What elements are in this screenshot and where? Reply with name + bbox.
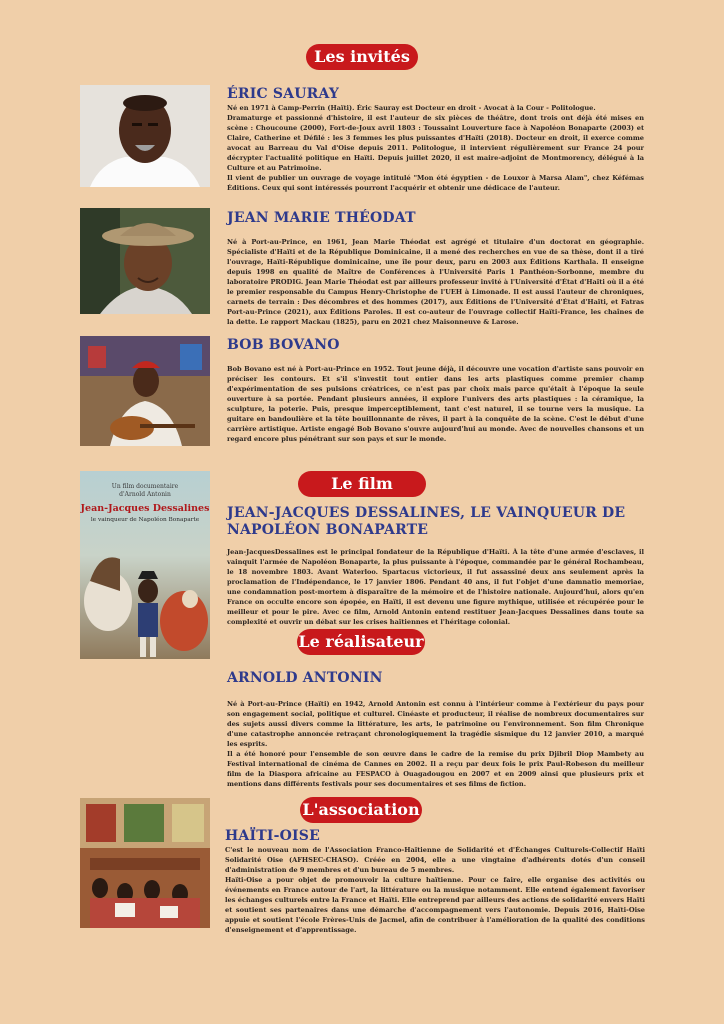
film-synopsis-text: Jean-JacquesDessalines est le principal fondateur de la République d'Haïti. À la tête d'une armée d'esclaves, il vainquit l'armée de Napoléon Bonaparte, la plus puissante à l'époque, commandée par le général Rochambeau, le 18 novembre 1803. Avant Waterloo. Spartacus victorieux, il fut assassiné deux ans seulement après la proclamation de l'Indépendance, le 17 janvier 1806. Pendant 40 ans, il fut l'objet d'une damnatio memoriae, une condamnation post-mortem à disparaître de la mémoire et de l'histoire nationale. Aujourd'hui, alors qu'en France on occulte encore son épopée, en Haïti, il est devenu une figure mythique, utilisée et récupérée pour le meilleur et pour le pire. Avec ce film, Arnold Antonin entend restituer Jean-Jacques Dessalines dans toute sa complexité et ouvrir un débat sur les crises haïtiennes et l'héritage colonial. (227, 548, 644, 626)
film-synopsis (227, 547, 644, 627)
bio-paragraph: Né à Port-au-Prince (Haïti) en 1942, Arnold Antonin est connu à l'intérieur comme à l'extérieur du pays pour son engagement social, politique et culturel. Cinéaste et producteur, il réalise de nombreux documentaires sur des sujets aussi divers comme la littérature, les arts, le patrimoine ou l'environnement. Son film Chronique d'une catastrophe annoncée retraçant chronologiquement la tragédie sismique du 12 janvier 2010, a marqué les esprits. (227, 700, 644, 748)
jean-marie-theodat-photo (80, 208, 210, 314)
poster-tagline: Un film documentaire (111, 483, 179, 490)
guest-name-jean-marie-theodat: JEAN MARIE THÉODAT (227, 210, 416, 226)
guest-name-eric-sauray: ÉRIC SAURAY (227, 86, 340, 102)
film-poster (80, 471, 210, 659)
guest-bio-eric-sauray (227, 103, 644, 193)
association-classroom-photo (80, 798, 210, 928)
poster-subtitle: le vainqueur de Napoléon Bonaparte (90, 517, 200, 523)
bio-paragraph: Dramaturge et passionné d'histoire, il est l'auteur de six pièces de théâtre, dont trois ont déjà été mises en scène : Choucoune (2000), Fort-de-Joux avril 1803 : Toussaint Louverture face à Napoléon Bonaparte (2003) et Claire, Catherine et Défilé : les 3 femmes les plus puissantes d'Haïti (2018). Docteur en droit, il exerce comme avocat au Barreau du Val d'Oise depuis 2011. Politologue, il intervient régulièrement sur France 24 pour décrypter l'actualité politique en Haïti. Depuis juillet 2020, il est maire-adjoint de Montmorency, délégué à la Culture et au Patrimoine. (227, 114, 644, 172)
bio-paragraph: Il vient de publier un ouvrage de voyage intitulé "Mon été égyptien - de Louxor à Marsa Alam", chez Kéfémas Éditions. Ceux qui sont intéressés pourront l'acquérir et obtenir une dédicace de l'auteur. (227, 174, 644, 192)
section-title-association: L'association (300, 797, 422, 823)
bob-bovano-photo (80, 336, 210, 446)
guest-bio-bob-bovano (227, 364, 644, 444)
film-title: JEAN-JACQUES DESSALINES, LE VAINQUEUR DE NAPOLÉON BONAPARTE (227, 505, 626, 538)
bio-paragraph: Il a été honoré pour l'ensemble de son œuvre dans le cadre de la remise du prix Djibril Diop Mambety au Festival international de cinéma de Cannes en 2002. Il a reçu par deux fois le prix Paul-Robeson du meilleur film de la Diaspora africaine au FESPACO à Ouagadougou en 2007 et en 2009 ainsi que plusieurs prix et mentions dans différents festivals pour ses documentaires et ses films de fiction. (227, 750, 644, 788)
guest-name-bob-bovano: BOB BOVANO (227, 337, 340, 353)
director-bio (227, 699, 644, 789)
association-bio (225, 845, 645, 935)
bio-paragraph: Bob Bovano est né à Port-au-Prince en 1952. Tout jeune déjà, il découvre une vocation d'artiste sans pouvoir en préciser les contours. Et s'il s'investit tout entier dans les arts plastiques comme premier champ d'expérimentation de ses pulsions créatrices, ce n'est pas par choix mais parce qu'était à l'époque la seule ouverture à sa portée. Pendant plusieurs années, il explore l'univers des arts plastiques : la céramique, la sculpture, la poterie. Puis, presque imperceptiblement, tant c'est naturel, il se tourne vers la musique. La guitare en bandoulière et la tête bouillonnante de rêves, il part à la conquête de la scène. C'est le début d'une carrière artistique. Artiste engagé Bob Bovano s'ouvre aujourd'hui au monde. Avec de nouvelles chansons et un regard encore plus pénétrant sur son pays et sur le monde. (227, 365, 644, 443)
association-name: HAÏTI-OISE (225, 828, 320, 844)
section-title-film: Le film (298, 471, 426, 497)
bio-paragraph: Né en 1971 à Camp-Perrin (Haïti). Éric Sauray est Docteur en droit - Avocat à la Cour - Politologue. (227, 104, 596, 112)
bio-paragraph: C'est le nouveau nom de l'Association Franco-Haïtienne de Solidarité et d'Échanges Culturels-Collectif Haïti Solidarité Oise (AFHSEC-CHASO). Créée en 2004, elle a une vingtaine d'adhérents dotés d'un conseil d'administration de 9 membres et d'un bureau de 5 membres. (225, 846, 645, 874)
eric-sauray-photo (80, 85, 210, 187)
section-title-director: Le réalisateur (297, 629, 425, 655)
guest-bio-jean-marie-theodat (227, 237, 644, 327)
director-name: ARNOLD ANTONIN (227, 670, 383, 686)
poster-title: Jean-Jacques Dessalines (80, 503, 210, 514)
poster-director: d'Arnold Antonin (119, 491, 171, 498)
bio-paragraph: Haïti-Oise a pour objet de promouvoir la culture haïtienne. Pour ce faire, elle organise des activités ou événements en France autour de l'art, la littérature ou la musique notamment. Elle entend également favoriser les échanges culturels entre la France et Haïti. Elle entreprend par ailleurs des actions de solidarité envers Haïti et soutient ses partenaires dans une démarche d'accompagnement vers l'autonomie. Depuis 2016, Haïti-Oise appuie et soutient l'école Frères-Unis de Jacmel, afin de contribuer à l'amélioration de la qualité des conditions d'enseignement et d'apprentissage. (225, 876, 645, 934)
bio-paragraph: Né à Port-au-Prince, en 1961, Jean Marie Théodat est agrégé et titulaire d'un doctorat en géographie. Spécialiste d'Haïti et de la République Dominicaine, il a mené des recherches en vue de sa thèse, dont il a tiré l'ouvrage, Haïti-République dominicaine, une île pour deux, paru en 2003 aux Éditions Karthala. Il enseigne depuis 1998 en qualité de Maître de Conférences à l'Université Paris 1 Panthéon-Sorbonne, membre du laboratoire PRODIG. Jean Marie Théodat est par ailleurs professeur invité à l'Université d'État d'Haïti où il a été le premier responsable du Campus Henry-Christophe de l'UEH à Limonade. Il est aussi l'auteur de chroniques, carnets de terrain : Des décombres et des hommes (2017), aux Éditions de l'Université d'État d'Haïti, et Fatras Port-au-Prince (2021), aux Éditions Paroles. Il est co-auteur de l'ouvrage collectif Haïti-France, les chaînes de la dette. Le rapport Mackau (1825), paru en 2021 chez Maisonneuve & Larose. (227, 238, 644, 326)
section-title-guests: Les invités (306, 44, 418, 70)
